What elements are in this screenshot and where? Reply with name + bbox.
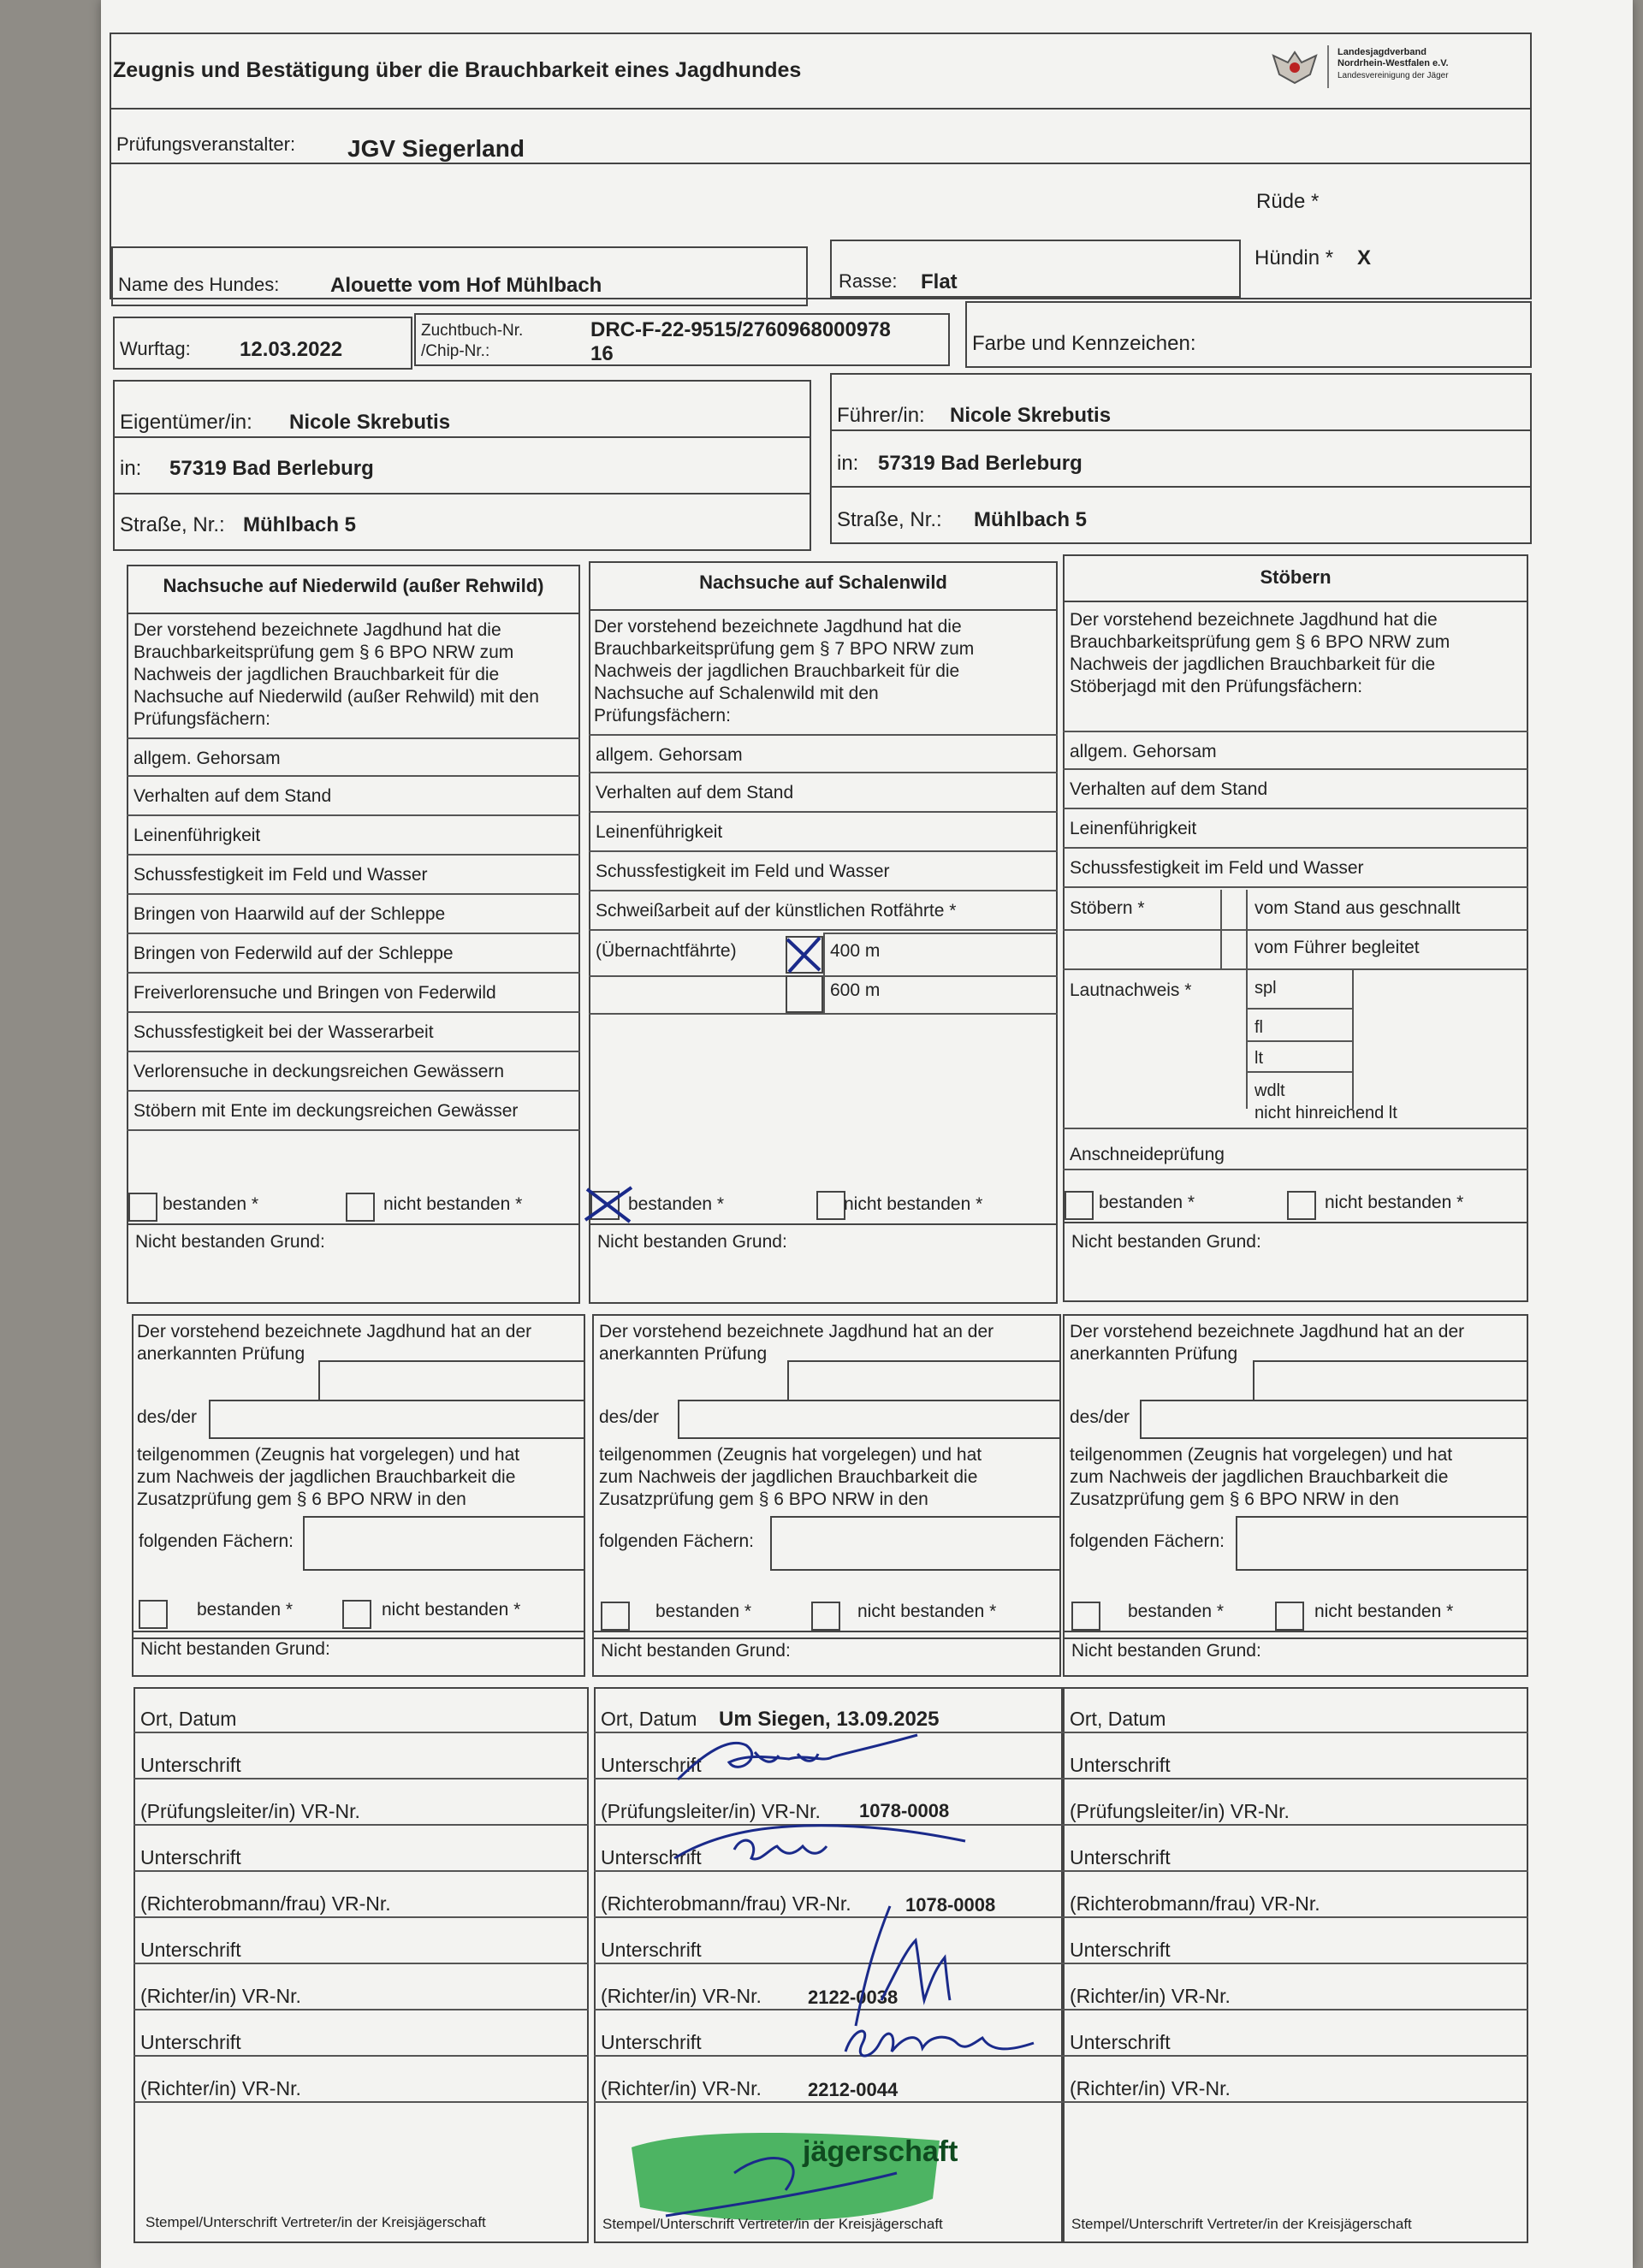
logo (1269, 47, 1534, 90)
handler-city-label: in: (837, 452, 859, 475)
list-item: Leinenführigkeit (589, 813, 1058, 852)
stamp-text: jägerschaft (803, 2135, 958, 2168)
add2-reason-label: Nicht bestanden Grund: (601, 1641, 791, 1661)
col3-reason-label: Nicht bestanden Grund: (1071, 1232, 1261, 1252)
studbook-value-1: DRC-F-22-9515/2760968000978 (590, 318, 891, 341)
col3-failed-label: nicht bestanden * (1325, 1193, 1464, 1212)
sig3-stamp-label: Stempel/Unterschrift Vertreter/in der Kreisjägerschaft (1071, 2216, 1412, 2232)
owner-street: Mühlbach 5 (243, 513, 357, 536)
sig1-rows: Ort, Datum Unterschrift (Prüfungsleiter/in) VR-Nr. Unterschrift (Richterobmann/frau) VR-Nr. Unterschrift (Richter/in) VR-Nr. Unterschrift (Richter/in) VR-Nr. (133, 1687, 589, 2103)
list-item: Bringen von Federwild auf der Schleppe (127, 934, 580, 974)
certificate-sheet (101, 0, 1633, 2268)
col2-failed-label: nicht bestanden * (844, 1194, 983, 1214)
birth-label: Wurftag: (120, 338, 191, 359)
col2-overnight-label: (Übernachtfährte) (596, 941, 737, 961)
handler-label: Führer/in: (837, 404, 925, 427)
col3-passed-label: bestanden * (1099, 1193, 1195, 1212)
dog-name-label: Name des Hundes: (118, 274, 280, 295)
col2-600m-checkbox[interactable] (786, 975, 823, 1013)
studbook-value-2: 16 (590, 342, 614, 365)
list-item: Schussfestigkeit im Feld und Wasser (127, 856, 580, 895)
male-label: Rüde * (1256, 190, 1320, 213)
col2-intro: Der vorstehend bezeichnete Jagdhund hat die Brauchbarkeitsprüfung gem § 7 BPO NRW zum Nachweis der jagdlichen Brauchbarkeit für die Nachsuche auf Schalenwild mit den Prüfungsfächern: (594, 617, 975, 725)
add3-passed-checkbox[interactable] (1071, 1602, 1100, 1631)
list-item: allgem. Gehorsam (1063, 731, 1528, 770)
col3-intro: Der vorstehend bezeichnete Jagdhund hat die Brauchbarkeitsprüfung gem § 6 BPO NRW zum Nachweis der jagdlichen Brauchbarkeit für die Stöberjagd mit den Prüfungsfächern: (1070, 610, 1450, 696)
sig2-rows: Ort, Datum Um Siegen, 13.09.2025 Unterschrift (Prüfungsleiter/in) VR-Nr. 1078-0008 Unterschrift (Richterobmann/frau) VR-Nr. 1078-0008 Unterschrift (Richter/in) VR-Nr. 2122-0038 Unterschrift (Richter/in) VR-Nr. 2212-0044 (594, 1687, 1063, 2103)
add1-passed-checkbox[interactable] (139, 1600, 168, 1629)
list-item: Bringen von Haarwild auf der Schleppe (127, 895, 580, 934)
col2-400m-cross-mark (784, 934, 825, 975)
page-title: Zeugnis und Bestätigung über die Brauchbarkeit eines Jagdhundes (113, 58, 802, 82)
col3-laut-wdlt: wdlt (1254, 1081, 1285, 1100)
list-item: Verlorensuche in deckungsreichen Gewässern (127, 1052, 580, 1092)
add1-failed-label: nicht bestanden * (382, 1600, 521, 1620)
add3-failed-checkbox[interactable] (1275, 1602, 1304, 1631)
list-item: Verhalten auf dem Stand (1063, 770, 1528, 809)
col2-failed-checkbox[interactable] (816, 1191, 845, 1220)
add2-passed-checkbox[interactable] (601, 1602, 630, 1631)
add2-failed-label: nicht bestanden * (857, 1602, 997, 1621)
col3-laut-lt: lt (1254, 1049, 1263, 1068)
list-item: Leinenführigkeit (1063, 809, 1528, 849)
col2-600m-label: 600 m (830, 980, 881, 1000)
col3-anschneide-label: Anschneideprüfung (1070, 1145, 1225, 1164)
handler-street: Mühlbach 5 (974, 508, 1088, 531)
col1-intro: Der vorstehend bezeichnete Jagdhund hat die Brauchbarkeitsprüfung gem § 6 BPO NRW zum Nachweis der jagdlichen Brauchbarkeit für die Nachsuche auf Niederwild (außer Rehwild) mit den Prüfungsfächern: (133, 620, 539, 729)
add1-passed-label: bestanden * (197, 1600, 294, 1620)
list-item: Verhalten auf dem Stand (127, 777, 580, 816)
handler-city: 57319 Bad Berleburg (878, 452, 1082, 475)
list-item: allgem. Gehorsam (589, 734, 1058, 773)
col3-failed-checkbox[interactable] (1287, 1191, 1316, 1220)
col3-subjects (1063, 731, 1528, 888)
list-item: allgem. Gehorsam (127, 737, 580, 777)
col3-passed-checkbox[interactable] (1065, 1191, 1094, 1220)
logo-line-2: Nordrhein-Westfalen e.V. (1338, 58, 1449, 68)
sig2-judge1-vr: 2122-0038 (808, 1987, 899, 2008)
breed-value: Flat (921, 270, 958, 293)
signature-judge2 (837, 2017, 1042, 2069)
list-item: Schussfestigkeit im Feld und Wasser (1063, 849, 1528, 888)
list-item: Schweißarbeit auf der künstlichen Rotfährte * (589, 891, 1058, 931)
col3-stoebern-opt2: vom Führer begleitet (1254, 938, 1420, 957)
sig2-judge2-vr: 2212-0044 (808, 2079, 899, 2100)
color-label: Farbe und Kennzeichen: (972, 332, 1196, 355)
col1-header: Nachsuche auf Niederwild (außer Rehwild) (163, 575, 544, 596)
col1-failed-label: nicht bestanden * (383, 1194, 523, 1214)
col3-stoebern-label: Stöbern * (1070, 898, 1145, 918)
add1-subjects-label: folgenden Fächern: (139, 1531, 294, 1551)
add2-failed-checkbox[interactable] (811, 1602, 840, 1631)
sig2-chief-vr: 1078-0008 (905, 1894, 996, 1916)
owner-city-label: in: (120, 457, 142, 480)
sig1-stamp-label: Stempel/Unterschrift Vertreter/in der Kreisjägerschaft (145, 2214, 486, 2230)
list-item: Leinenführigkeit (127, 816, 580, 856)
add3-subjects-label: folgenden Fächern: (1070, 1531, 1225, 1551)
col3-stoebern-opt1: vom Stand aus geschnallt (1254, 898, 1461, 918)
col3-laut-none: nicht hinreichend lt (1254, 1104, 1397, 1122)
logo-line-3: Landesvereinigung der Jäger (1338, 71, 1449, 80)
col3-laut-fl: fl (1254, 1018, 1263, 1037)
add2-passed-label: bestanden * (655, 1602, 752, 1621)
logo-line-1: Landesjagdverband (1338, 47, 1427, 57)
birth-value: 12.03.2022 (240, 338, 343, 361)
female-mark: X (1357, 246, 1372, 269)
add2-desder: des/der (599, 1407, 660, 1427)
col3-laut-spl: spl (1254, 979, 1277, 998)
owner-label: Eigentümer/in: (120, 411, 252, 434)
list-item: Verhalten auf dem Stand (589, 773, 1058, 813)
col1-failed-checkbox[interactable] (346, 1193, 375, 1222)
add3-intro: Der vorstehend bezeichnete Jagdhund hat an der anerkannten Prüfung (1070, 1322, 1465, 1364)
add2-intro2: teilgenommen (Zeugnis hat vorgelegen) und hat zum Nachweis der jagdlichen Brauchbarkeit die Zusatzprüfung gem § 6 BPO NRW in den (599, 1445, 982, 1509)
organizer-label: Prüfungsveranstalter: (116, 133, 296, 155)
dog-name-value: Alouette vom Hof Mühlbach (330, 274, 602, 297)
list-item: Stöbern mit Ente im deckungsreichen Gewässer (127, 1092, 580, 1131)
add3-reason-label: Nicht bestanden Grund: (1071, 1641, 1261, 1661)
studbook-label-1: Zuchtbuch-Nr. (421, 322, 524, 340)
handler-street-label: Straße, Nr.: (837, 508, 942, 531)
add1-intro2: teilgenommen (Zeugnis hat vorgelegen) und hat zum Nachweis der jagdlichen Brauchbarkeit die Zusatzprüfung gem § 6 BPO NRW in den (137, 1445, 520, 1509)
handler-name: Nicole Skrebutis (950, 404, 1112, 427)
col2-passed-label: bestanden * (628, 1194, 725, 1214)
organizer-value: JGV Siegerland (347, 135, 525, 162)
add1-reason-label: Nicht bestanden Grund: (140, 1639, 330, 1659)
add3-intro2: teilgenommen (Zeugnis hat vorgelegen) und hat zum Nachweis der jagdlichen Brauchbarkeit die Zusatzprüfung gem § 6 BPO NRW in den (1070, 1445, 1453, 1509)
signature-chief (666, 1815, 974, 1884)
eagle-crest-icon (1269, 47, 1320, 86)
add3-passed-label: bestanden * (1128, 1602, 1225, 1621)
col2-400m-label: 400 m (830, 941, 881, 961)
sig2-place-date-value: Um Siegen, 13.09.2025 (719, 1708, 940, 1731)
owner-name: Nicole Skrebutis (289, 411, 451, 434)
studbook-label-2: /Chip-Nr.: (421, 342, 490, 360)
add3-desder: des/der (1070, 1407, 1130, 1427)
breed-label: Rasse: (839, 270, 898, 292)
sig2-stamp-label: Stempel/Unterschrift Vertreter/in der Kreisjägerschaft (602, 2216, 943, 2232)
col1-passed-checkbox[interactable] (128, 1193, 157, 1222)
col3-laut-label: Lautnachweis * (1070, 980, 1192, 1000)
col1-subjects (127, 737, 580, 1131)
organizer-box (110, 108, 1532, 164)
owner-street-label: Straße, Nr.: (120, 513, 225, 536)
add1-desder: des/der (137, 1407, 198, 1427)
add3-failed-label: nicht bestanden * (1314, 1602, 1454, 1621)
col2-header: Nachsuche auf Schalenwild (699, 571, 947, 593)
add2-subjects-label: folgenden Fächern: (599, 1531, 754, 1551)
female-label: Hündin * (1254, 246, 1334, 269)
list-item: Freiverlorensuche und Bringen von Federwild (127, 974, 580, 1013)
col3-header: Stöbern (1260, 566, 1332, 588)
col2-subjects (589, 734, 1058, 931)
col2-reason-label: Nicht bestanden Grund: (597, 1232, 787, 1252)
owner-city: 57319 Bad Berleburg (169, 457, 374, 480)
list-item: Schussfestigkeit bei der Wasserarbeit (127, 1013, 580, 1052)
list-item: Schussfestigkeit im Feld und Wasser (589, 852, 1058, 891)
add2-intro: Der vorstehend bezeichnete Jagdhund hat an der anerkannten Prüfung (599, 1322, 994, 1364)
sig2-leader-vr: 1078-0008 (859, 1800, 950, 1821)
col1-passed-label: bestanden * (163, 1194, 259, 1214)
col1-reason-label: Nicht bestanden Grund: (135, 1232, 325, 1252)
signature-leader (669, 1728, 926, 1797)
add1-intro: Der vorstehend bezeichnete Jagdhund hat an der anerkannten Prüfung (137, 1322, 532, 1364)
signature-judge1 (839, 1898, 976, 2034)
add1-failed-checkbox[interactable] (342, 1600, 371, 1629)
sig3-rows: Ort, Datum Unterschrift (Prüfungsleiter/in) VR-Nr. Unterschrift (Richterobmann/frau) VR-Nr. Unterschrift (Richter/in) VR-Nr. Unterschrift (Richter/in) VR-Nr. (1063, 1687, 1528, 2103)
